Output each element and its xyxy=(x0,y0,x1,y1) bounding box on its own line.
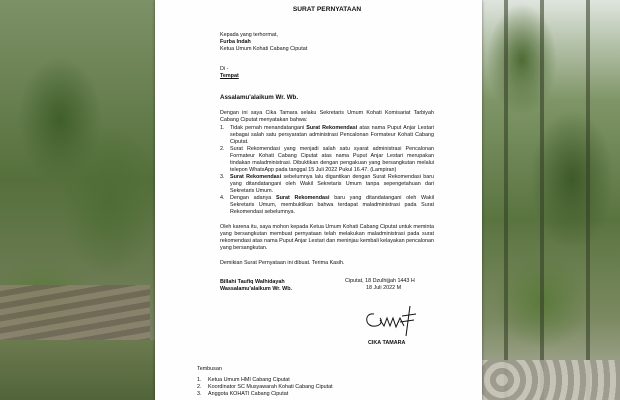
cc-block xyxy=(197,366,397,398)
rocks xyxy=(482,360,620,400)
greeting: Assalamu'alaikum Wr. Wb. xyxy=(220,93,299,101)
statement-item: 2. Surat Rekomendasi yang menjadi salah satu syarat administrasi Pencalonan Formateur Kohati Cabang Ciputat atas nama Puput Anjar Lestari merupakan tindakan maladministrasi. Dibuktikan dengan pengakuan yang bersangkutan melalui telepon WhatsApp pada tanggal 15 Juli 2022 Pukul 16.47. (Lampiran) xyxy=(220,145,434,173)
letter-title: SURAT PERNYATAAN xyxy=(292,6,362,13)
statement-item: 3. Surat Rekomendasi sebelumnya lalu digantikan dengan Surat Rekomendasi baru yang ditandatangani oleh Wakil Sekretaris Umum tanpa sepengetahuan dari Sekretaris Umum. xyxy=(220,173,434,194)
intro-paragraph: Dengan ini saya Cika Tamara selaku Sekretaris Umum Kohati Komisariat Tarbiyah Cabang Ciputat menyatakan bahwa: xyxy=(220,109,434,123)
tree-trunk xyxy=(586,0,590,400)
date-masehi: 18 Juli 2022 M xyxy=(366,285,402,292)
cc-item: 2. Koordinator SC Musyawarah Kohati Cabang Ciputat xyxy=(197,384,333,391)
recipient-role: Ketua Umum Kohati Cabang Ciputat xyxy=(220,45,308,52)
statement-item: 4. Dengan adanya Surat Rekomendasi baru yang ditandatangani oleh Wakil Sekretaris Umum, membuktikan bahwa terdapat maladministrasi pada Surat Rekomendasi sebelumnya. xyxy=(220,194,434,215)
cc-title: Tembusan xyxy=(197,366,222,372)
at-line: Di - xyxy=(220,65,229,72)
place-block xyxy=(220,66,434,80)
signer-name: CIKA TAMARA xyxy=(368,340,406,346)
sign-off-line-1: Billahi Taufiq Walhidayah xyxy=(220,279,285,286)
statement-item: 1. Tidak pernah menandatangani Surat Rekomendasi atas nama Puput Anjar Lestari sebagai salah satu persyaratan administrasi Pencalonan Formateur Kohati Cabang Ciputat. xyxy=(220,124,434,145)
handwritten-signature xyxy=(360,300,420,340)
tree-trunk xyxy=(540,0,544,400)
request-paragraph: Oleh karena itu, saya mohon kepada Ketua Umum Kohati Cabang Ciputat untuk meminta yang bersangkutan membuat pernyataan telah melakukan maladministrasi pada surat rekomendasi atas nama Puput Anjar Lestari dan meninjau kembali kelayakan pencalonan yang bersangkutan. xyxy=(220,223,434,251)
wood-pile xyxy=(0,285,150,345)
letter-body xyxy=(220,6,434,293)
closing-line: Demikian Surat Pernyataan ini dibuat. Terima Kasih. xyxy=(220,260,345,266)
cc-list xyxy=(197,377,397,398)
date-hijri: Ciputat, 18 Dzulhijjah 1443 H xyxy=(345,278,415,284)
letter-document xyxy=(155,0,482,400)
left-vegetation xyxy=(0,0,160,400)
to-line: Kepada yang terhormat, xyxy=(220,31,278,38)
cc-item: 1. Ketua Umum HMI Cabang Ciputat xyxy=(197,377,290,384)
cc-item: 3. Anggota KOHATI Cabang Ciputat xyxy=(197,391,289,398)
ground xyxy=(0,340,160,400)
tree-trunk xyxy=(504,0,508,400)
recipient-name: Furba Indah xyxy=(220,38,251,45)
place: Tempat xyxy=(220,72,239,79)
recipient-block xyxy=(220,32,434,53)
statement-list xyxy=(220,125,434,216)
sign-off-line-2: Wassalamu'alaikum Wr. Wb. xyxy=(220,286,292,293)
right-vegetation xyxy=(482,0,620,400)
date-block xyxy=(345,278,445,292)
